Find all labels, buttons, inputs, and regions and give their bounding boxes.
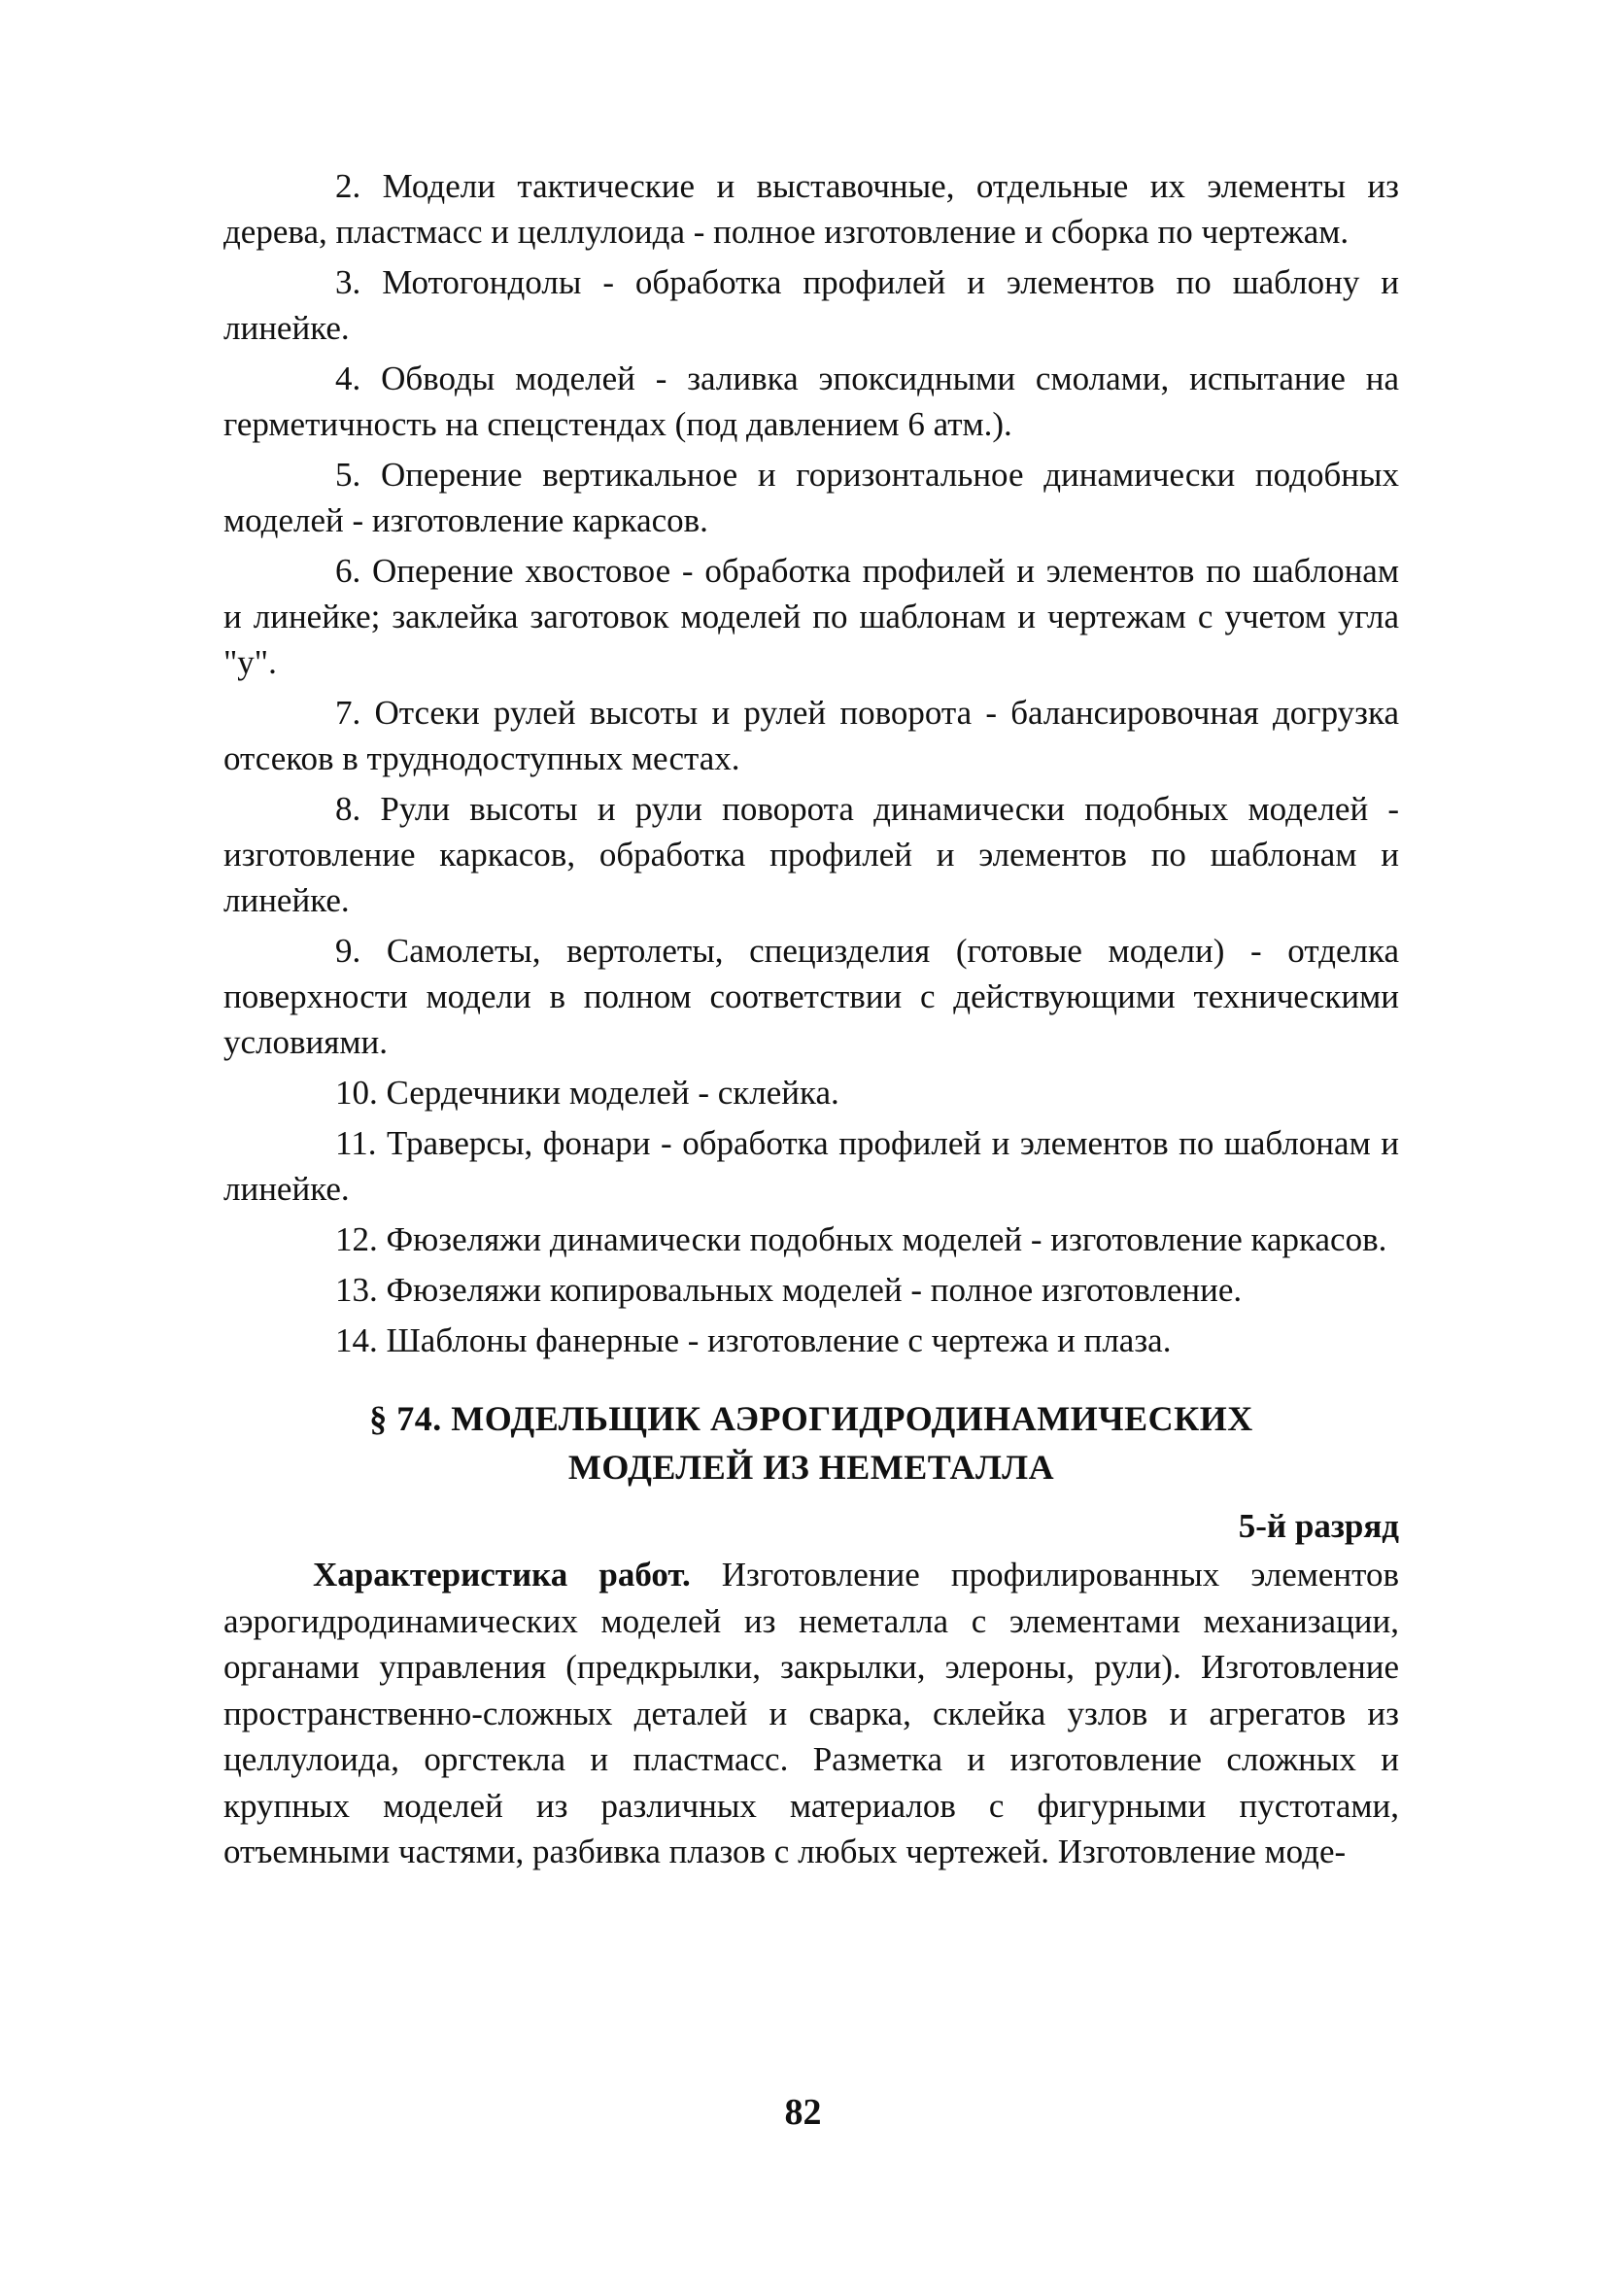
- list-item: 10. Сердечники моделей - склейка.: [335, 1074, 839, 1112]
- list-item: 14. Шаблоны фанерные - изготовление с чертежа и плаза.: [335, 1321, 1172, 1359]
- section-title-line-2: МОДЕЛЕЙ ИЗ НЕМЕТАЛЛА: [567, 1448, 1055, 1487]
- list-item: 7. Отсеки рулей высоты и рулей поворота - балансировочная догрузка отсеков в труднодоступных местах.: [223, 694, 1399, 777]
- list-item: 2. Модели тактические и выставочные, отдельные их элементы из дерева, пластмасс и целлулоида - полное изготовление и сборка по чертежам.: [223, 167, 1399, 251]
- list-item: 11. Траверсы, фонари - обработка профилей и элементов по шаблонам и линейке.: [223, 1124, 1399, 1208]
- page-content: [223, 163, 1399, 1875]
- list-item: 9. Самолеты, вертолеты, специзделия (готовые модели) - отделка поверхности модели в полном соответствии с действующими техническими условиями.: [223, 932, 1399, 1061]
- list-item: 5. Оперение вертикальное и горизонтальное динамически подобных моделей - изготовление каркасов.: [223, 456, 1399, 539]
- list-item: 6. Оперение хвостовое - обработка профилей и элементов по шаблонам и линейке; заклейка заготовок моделей по шаблонам и чертежам с учетом угла "у".: [223, 552, 1399, 681]
- grade-label: 5-й разряд: [1238, 1507, 1399, 1545]
- list-item: 13. Фюзеляжи копировальных моделей - полное изготовление.: [335, 1271, 1243, 1309]
- work-characteristics-paragraph: [223, 1552, 1399, 1875]
- list-item: 12. Фюзеляжи динамически подобных моделей - изготовление каркасов.: [335, 1220, 1387, 1258]
- section-heading: [223, 1394, 1399, 1491]
- section-title-line-1: § 74. МОДЕЛЬЩИК АЭРОГИДРОДИНАМИЧЕСКИХ: [369, 1399, 1253, 1438]
- paragraph-text: Изготовление профилированных элементов аэрогидродинамических моделей из неметалла с элементами механизации, органами управления (предкрылки, закрылки, элероны, рули). Изготовление пространственно-сложных деталей и сварка, склейка узлов и агрегатов из целлулоида, оргстекла и пластмасс. Разметка и изготовление сложных и крупных моделей из различных материалов с фигурными пустотами, отъемными частями, разбивка плазов с любых чертежей. Изготовление моде-: [223, 1556, 1399, 1870]
- page-number: 82: [784, 2092, 822, 2133]
- paragraph-lead: Характеристика работ.: [313, 1556, 691, 1593]
- list-item: 4. Обводы моделей - заливка эпоксидными смолами, испытание на герметичность на спецстендах (под давлением 6 атм.).: [223, 360, 1399, 443]
- list-item: 8. Рули высоты и рули поворота динамически подобных моделей - изготовление каркасов, обработка профилей и элементов по шаблонам и линейке.: [223, 790, 1399, 919]
- list-item: 3. Мотогондолы - обработка профилей и элементов по шаблону и линейке.: [223, 263, 1399, 347]
